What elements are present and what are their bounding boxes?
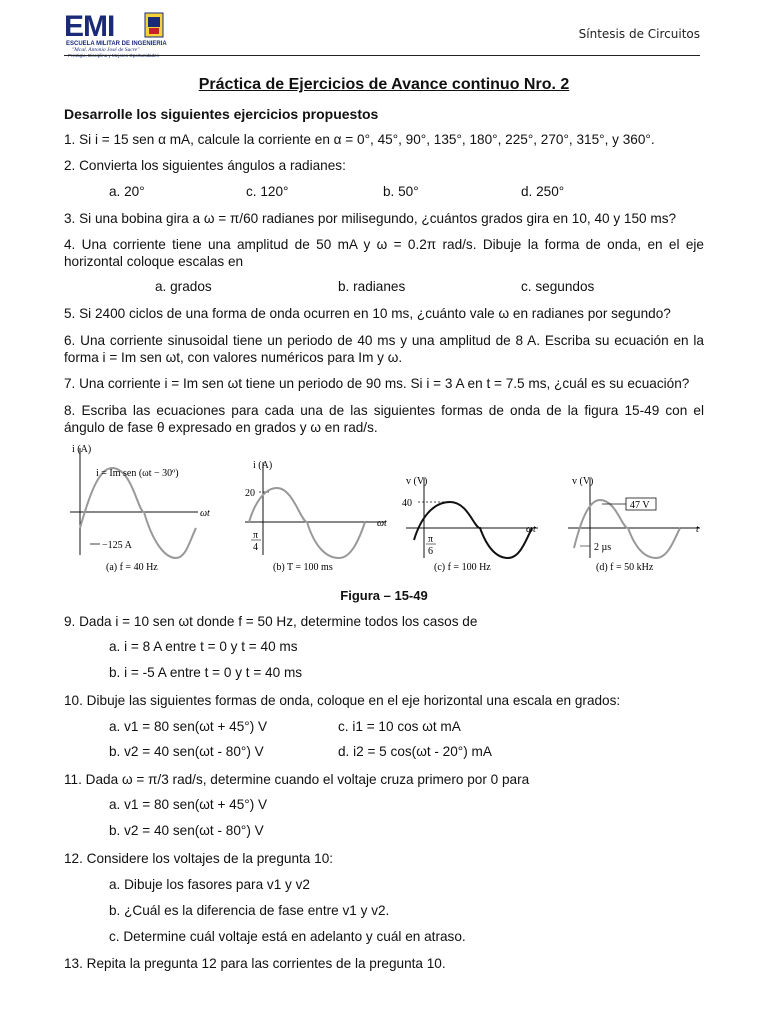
waveform-b xyxy=(235,440,395,580)
crest-icon xyxy=(144,12,164,40)
fig-b-tick: 20 xyxy=(245,488,255,499)
q10-option-d: d. i2 = 5 cos(ωt - 20°) mA xyxy=(338,744,492,759)
q4-option-c: c. segundos xyxy=(521,279,595,294)
fig-c-frac-num: π xyxy=(428,534,434,545)
fig-a-xlabel: ωt xyxy=(200,508,210,519)
question-1: 1. Si i = 15 sen α mA, calcule la corriente en α = 0°, 45°, 90°, 135°, 180°, 225°, 270°, 315°, y 360°. xyxy=(64,132,655,147)
q2-option-c: c. 120° xyxy=(246,184,289,199)
fig-b-xlabel: ωt xyxy=(377,518,387,529)
q10-option-a: a. v1 = 80 sen(ωt + 45°) V xyxy=(109,719,268,734)
question-4: 4. Una corriente tiene una amplitud de 50 mA y ω = 0.2π rad/s. Dibuje la forma de onda, en el eje horizontal coloque escalas en xyxy=(64,237,704,269)
waveform-a xyxy=(60,440,230,580)
q2-option-d: d. 250° xyxy=(521,184,565,199)
figure-a xyxy=(60,440,230,580)
fig-d-caption: (d) f = 50 kHz xyxy=(596,562,654,573)
fig-d-dt: 2 µs xyxy=(594,542,612,553)
institution-logo xyxy=(64,10,167,54)
logo-motto-name: "Mcal. Antonio José de Sucre" xyxy=(72,47,140,53)
question-2: 2. Convierta los siguientes ángulos a radianes: xyxy=(64,158,346,173)
fig-c-frac-den: 6 xyxy=(428,546,433,557)
question-9: 9. Dada i = 10 sen ωt donde f = 50 Hz, determine todos los casos de xyxy=(64,614,478,629)
fig-c-xlabel: ωt xyxy=(526,524,536,535)
question-5: 5. Si 2400 ciclos de una forma de onda ocurren en 10 ms, ¿cuánto vale ω en radianes por segundo? xyxy=(64,306,671,321)
q2-option-a: a. 20° xyxy=(109,184,145,199)
q11-option-b: b. v2 = 40 sen(ωt - 80°) V xyxy=(109,823,264,838)
logo-institution-name: ESCUELA MILITAR DE INGENIERIA xyxy=(66,41,167,47)
q12-option-c: c. Determine cuál voltaje está en adelanto y cuál en atraso. xyxy=(109,929,466,944)
question-8: 8. Escriba las ecuaciones para cada una de las siguientes formas de onda de la figura 15-49 con el ángulo de fase θ expresado en grados y ω en rad/s. xyxy=(64,403,704,435)
q2-option-b: b. 50° xyxy=(383,184,419,199)
waveform-c xyxy=(398,440,553,580)
course-name: Síntesis de Circuitos xyxy=(578,27,700,41)
fig-a-ylabel: i (A) xyxy=(72,444,92,455)
figure-d xyxy=(560,440,710,580)
fig-d-xlabel: t xyxy=(696,524,699,535)
q4-option-a: a. grados xyxy=(155,279,212,294)
question-6: 6. Una corriente sinusoidal tiene un periodo de 40 ms y una amplitud de 8 A. Escriba su ecuación en la forma i = Im sen ωt, con valores numéricos para Im y ω. xyxy=(64,333,704,365)
question-11: 11. Dada ω = π/3 rad/s, determine cuando el voltaje cruza primero por 0 para xyxy=(64,772,530,787)
q4-option-b: b. radianes xyxy=(338,279,406,294)
instructions: Desarrolle los siguientes ejercicios propuestos xyxy=(64,106,379,122)
q12-option-a: a. Dibuje los fasores para v1 y v2 xyxy=(109,877,310,892)
fig-b-frac-num: π xyxy=(253,530,259,541)
q9-option-b: b. i = -5 A entre t = 0 y t = 40 ms xyxy=(109,665,303,680)
fig-a-equation: i = Im sen (ωt − 30º) xyxy=(96,468,179,479)
question-12: 12. Considere los voltajes de la pregunta 10: xyxy=(64,851,334,866)
fig-c-ylabel: v (V) xyxy=(406,476,428,487)
q9-option-a: a. i = 8 A entre t = 0 y t = 40 ms xyxy=(109,639,298,654)
fig-c-caption: (c) f = 100 Hz xyxy=(434,562,491,573)
fig-d-note: 47 V xyxy=(630,500,650,511)
q10-option-c: c. i1 = 10 cos ωt mA xyxy=(338,719,461,734)
q11-option-a: a. v1 = 80 sen(ωt + 45°) V xyxy=(109,797,268,812)
header-divider xyxy=(64,55,700,56)
page-title: Práctica de Ejercicios de Avance continuo Nro. 2 xyxy=(198,76,570,93)
question-7: 7. Una corriente i = Im sen ωt tiene un periodo de 90 ms. Si i = 3 A en t = 7.5 ms, ¿cuál es su ecuación? xyxy=(64,376,690,391)
q12-option-b: b. ¿Cuál es la diferencia de fase entre v1 y v2. xyxy=(109,903,390,918)
fig-b-ylabel: i (A) xyxy=(253,460,273,471)
question-13: 13. Repita la pregunta 12 para las corrientes de la pregunta 10. xyxy=(64,956,446,971)
logo-text: EMI xyxy=(64,10,115,43)
fig-d-ylabel: v (V) xyxy=(572,476,594,487)
question-10: 10. Dibuje las siguientes formas de onda, coloque en el eje horizontal una escala en grados: xyxy=(64,693,621,708)
fig-a-caption: (a) f = 40 Hz xyxy=(106,562,158,573)
figure-b xyxy=(235,440,395,580)
q10-option-b: b. v2 = 40 sen(ωt - 80°) V xyxy=(109,744,264,759)
figure-title: Figura – 15-49 xyxy=(340,588,428,603)
fig-b-caption: (b) T = 100 ms xyxy=(273,562,333,573)
fig-a-note: −125 A xyxy=(102,540,132,551)
figure-c xyxy=(398,440,553,580)
fig-b-frac-den: 4 xyxy=(253,542,258,553)
waveform-d xyxy=(560,440,710,580)
fig-c-tick: 40 xyxy=(402,498,412,509)
question-3: 3. Si una bobina gira a ω = π/60 radianes por milisegundo, ¿cuántos grados gira en 10, 40 y 150 ms? xyxy=(64,211,677,226)
